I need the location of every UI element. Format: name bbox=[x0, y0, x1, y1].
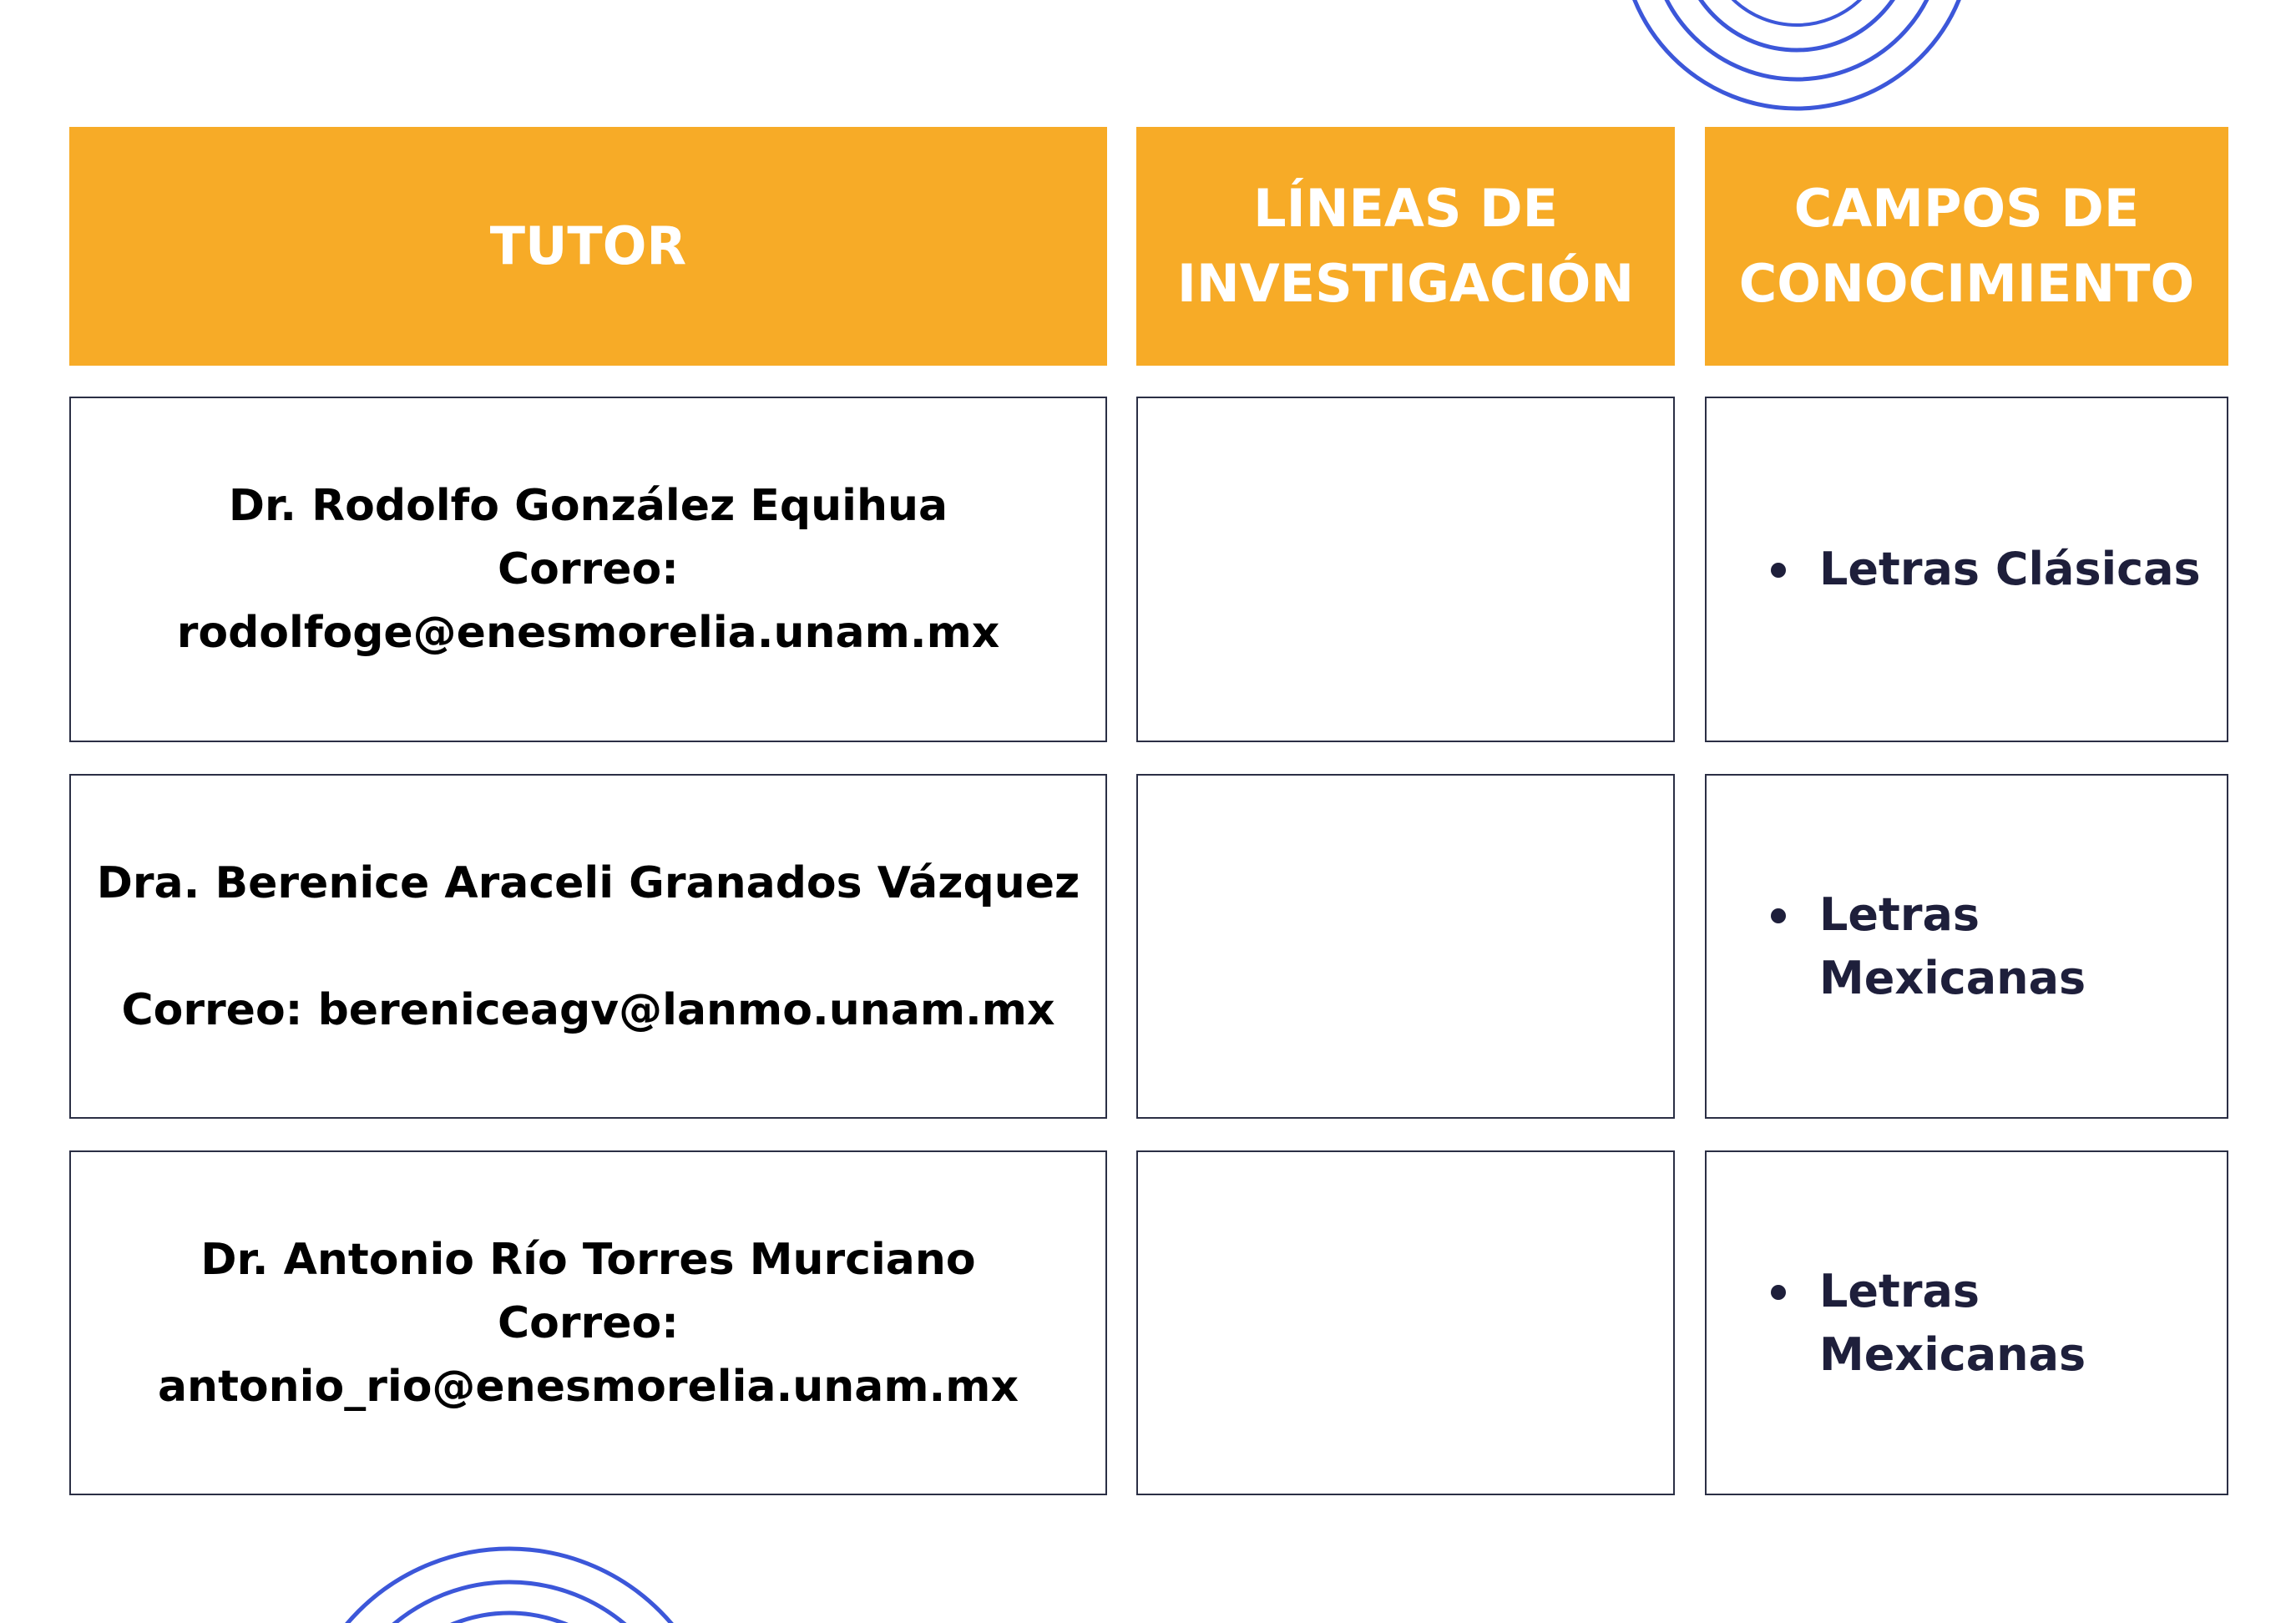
campo-value: Letras Clásicas bbox=[1819, 543, 2201, 595]
tutor-email: Correo: bereniceagv@lanmo.unam.mx bbox=[121, 984, 1055, 1035]
tutor-cell-row-3 bbox=[69, 1150, 1107, 1495]
campo-list bbox=[1707, 538, 2201, 601]
campo-cell-row-2 bbox=[1705, 774, 2228, 1119]
campo-value-line2: Mexicanas bbox=[1819, 1327, 2086, 1381]
tutor-cell-row-1 bbox=[69, 397, 1107, 742]
header-lineas-line2: INVESTIGACIÓN bbox=[1176, 253, 1635, 314]
bullet-icon bbox=[1771, 563, 1786, 578]
tutor-name: Dr. Rodolfo González Equihua bbox=[228, 481, 948, 531]
campo-cell-row-3 bbox=[1705, 1150, 2228, 1495]
tutor-email: rodolfoge@enesmorelia.unam.mx bbox=[176, 608, 1000, 658]
email-label: Correo: bbox=[498, 1297, 679, 1348]
list-item bbox=[1819, 538, 2201, 601]
campo-list bbox=[1707, 883, 2086, 1010]
bullet-icon bbox=[1771, 1285, 1786, 1300]
lineas-cell-row-2 bbox=[1136, 774, 1675, 1119]
lineas-cell-row-3 bbox=[1136, 1150, 1675, 1495]
list-item bbox=[1819, 1260, 2086, 1387]
list-item bbox=[1819, 883, 2086, 1010]
campo-value-line2: Mexicanas bbox=[1819, 951, 2086, 1004]
concentric-rings-bottom-icon bbox=[296, 1549, 722, 1623]
tutor-cell-row-2 bbox=[69, 774, 1107, 1119]
header-campos-line1: CAMPOS DE bbox=[1793, 178, 2140, 239]
header-campos-conocimiento bbox=[1705, 127, 2228, 366]
tutor-name: Dra. Berenice Araceli Granados Vázquez bbox=[96, 857, 1080, 908]
campo-value-line1: Letras bbox=[1819, 887, 1980, 941]
tutor-name: Dr. Antonio Río Torres Murciano bbox=[200, 1234, 976, 1285]
campo-cell-row-1 bbox=[1705, 397, 2228, 742]
campo-list bbox=[1707, 1260, 2086, 1387]
header-tutor-label: TUTOR bbox=[489, 215, 687, 276]
tutor-email: antonio_rio@enesmorelia.unam.mx bbox=[157, 1361, 1019, 1412]
header-lineas-line1: LÍNEAS DE bbox=[1253, 178, 1558, 239]
header-lineas-investigacion bbox=[1136, 127, 1675, 366]
header-tutor bbox=[69, 127, 1107, 366]
concentric-rings-top-icon bbox=[1621, 0, 1972, 109]
email-label: Correo: bbox=[498, 544, 679, 594]
bullet-icon bbox=[1771, 908, 1786, 923]
campo-value-line1: Letras bbox=[1819, 1264, 1980, 1317]
lineas-cell-row-1 bbox=[1136, 397, 1675, 742]
header-campos-line2: CONOCIMIENTO bbox=[1738, 253, 2195, 314]
